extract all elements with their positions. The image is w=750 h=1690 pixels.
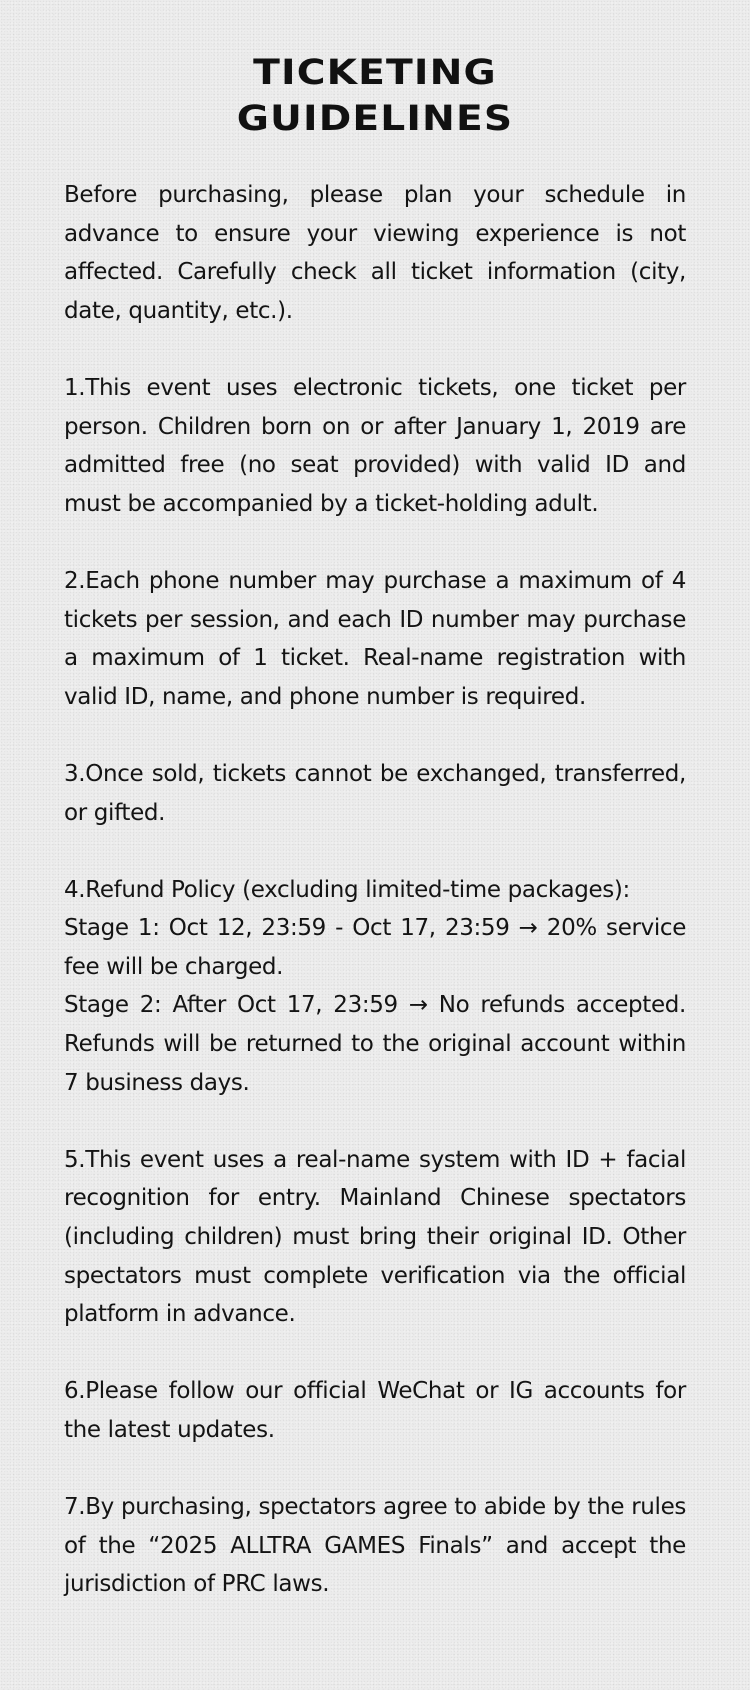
rule-4-paragraph — [64, 871, 686, 1103]
rule-2-paragraph: 2.Each phone number may purchase a maximum of 4 tickets per session, and each ID number may purchase a maximum of 1 ticket. Real-name registration with valid ID, name, and phone number is required. — [64, 567, 686, 710]
guidelines-body — [64, 176, 686, 1604]
rule-5-paragraph: 5.This event uses a real-name system with ID + facial recognition for entry. Mainland Chinese spectators (including children) must bring their original ID. Other spectators must complete verification via the official platform in advance. — [64, 1146, 686, 1328]
refund-stage-1: Stage 1: Oct 12, 23:59 - Oct 17, 23:59 → 20% service fee will be charged. — [64, 915, 686, 980]
rule-6-paragraph: 6.Please follow our official WeChat or IG accounts for the latest updates. — [64, 1378, 686, 1443]
refund-policy-heading: 4.Refund Policy (excluding limited-time packages): — [64, 876, 630, 903]
rule-7-paragraph: 7.By purchasing, spectators agree to abide by the rules of the “2025 ALLTRA GAMES Finals” and accept the jurisdiction of PRC laws. — [64, 1494, 686, 1598]
rule-3-paragraph: 3.Once sold, tickets cannot be exchanged, transferred, or gifted. — [64, 760, 686, 826]
rule-1-paragraph: 1.This event uses electronic tickets, one ticket per person. Children born on or after January 1, 2019 are admitted free (no seat provided) with valid ID and must be accompanied by a ticket-holding adult. — [64, 374, 686, 517]
refund-stage-2: Stage 2: After Oct 17, 23:59 → No refunds accepted. Refunds will be returned to the original account within 7 business days. — [64, 992, 686, 1096]
page-title — [173, 50, 576, 142]
page-title-line-2: GUIDELINES — [236, 99, 514, 139]
intro-paragraph: Before purchasing, please plan your schedule in advance to ensure your viewing experience is not affected. Carefully check all ticket information (city, date, quantity, etc.). — [64, 182, 686, 324]
page-title-line-1: TICKETING — [253, 53, 497, 93]
